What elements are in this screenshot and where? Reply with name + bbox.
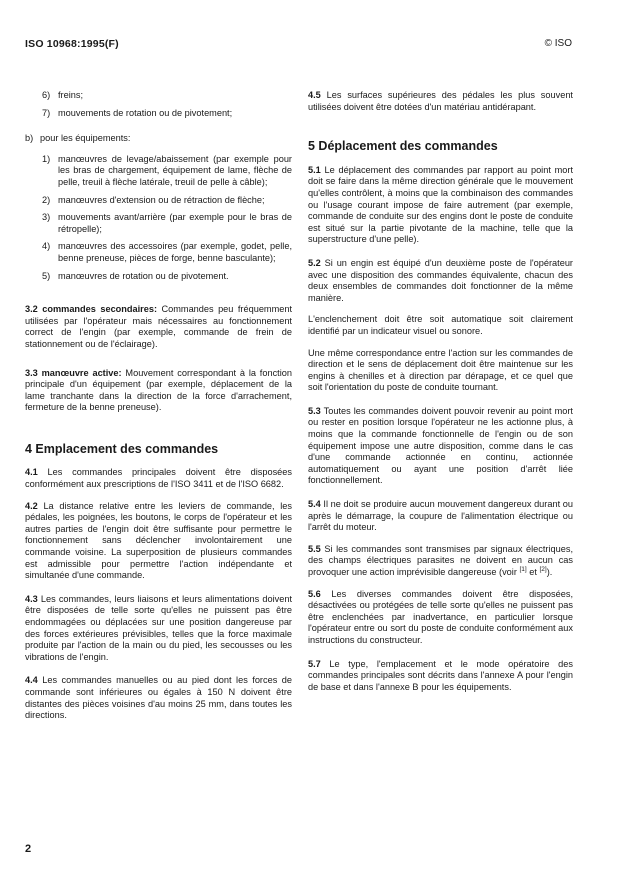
definition-3-3 [25,368,292,414]
list-item [25,154,292,189]
clause-number: 4.5 [308,90,321,100]
clause-4-4 [25,675,292,721]
document-header-publisher: © ISO [544,38,572,49]
list-item [25,212,292,235]
clause-5-7 [308,659,573,694]
clause-number: 5.1 [308,164,321,175]
clause-5-2 [308,258,573,304]
clause-number: 5.7 [308,658,321,669]
list-text: mouvements de rotation ou de pivotement; [58,107,233,118]
list-text: manœuvres de rotation ou de pivotement. [58,270,229,281]
list-text: pour les équipements: [40,133,131,144]
clause-text-mid: et [526,567,540,577]
clause-number: 3.3 [25,367,38,378]
list-text: freins; [58,90,84,100]
clause-number: 3.2 [25,304,38,315]
list-number: 5) [42,270,51,281]
list-number: 7) [42,107,51,118]
bibliography-ref-2: [2] [539,565,547,573]
clause-number: 5.4 [308,499,321,510]
clause-number: 5.5 [308,543,321,554]
bibliography-ref-1: [1] [519,565,527,573]
list-number: 4) [42,241,51,252]
clause-text: La distance relative entre les leviers de commande, les pédales, les poignées, les boutons, le corps de l'opérateur et les autres parties de l'engin doit être suffisante pour permettre le fonctionnement sans déclencher involontairement une commande voisine. La superposition de plusieurs commandes est admissible pour permettre l'action indépendante et simultanée d'une commande. [25,500,292,581]
clause-text: Toutes les commandes doivent pouvoir revenir au point mort ou rester en position lorsque l'opérateur ne les actionne plus, à moins que la commande fonctionnelle de l'engin ou de son équipement impose une autre disposition, comme dans le cas d'une commande actionnée en continu, actionnée automatiquement ou ayant une position d'arrêt liée fonctionnellement. [308,405,573,486]
clause-text: Le type, l'emplacement et le mode opératoire des commandes principales sont décrits dans l'annexe A pour l'engin de base et dans l'annexe B pour les équipements. [308,658,573,692]
clause-number: 5.6 [308,588,321,599]
list-item [25,271,292,283]
list-text: mouvements avant/arrière (par exemple pour le bras de rétropelle); [58,212,292,234]
list-item [25,241,292,264]
clause-text: Le déplacement des commandes par rapport au point mort doit se faire dans la même direction générale que le mouvement qu'elles contrôlent, à moins que la combinaison des commandes ou l'usage courant impose de faire autrement (par exemple, commande de conduite sur des engins dont le poste de conduite est situé sur la partie pivotante de la machine, telle que la superstructure d'une pelle). [308,164,573,245]
clause-number: 4.2 [25,500,38,511]
list-number: 6) [42,90,51,100]
clause-5-2-paragraph-3: Une même correspondance entre l'action sur les commandes de direction et le sens de déplacement doit être maintenue sur les engins à chenilles et à direction par dérapage, et ce quel que soit l'orientation du poste de conduite tournant. [308,347,573,393]
defined-term: manœuvre active: [41,367,122,378]
clause-text-end: ). [546,567,553,577]
clause-5-5 [308,544,573,579]
list-number: 3) [42,212,51,223]
list-item [25,108,292,120]
clause-5-6 [308,589,573,647]
list-item [25,90,292,102]
clause-text: Si un engin est équipé d'un deuxième poste de l'opérateur avec une disposition des commandes équivalente, chacun des deux ensembles de commandes doit fonctionner de la même manière. [308,257,573,303]
section-5-heading: 5 Déplacement des commandes [308,139,498,154]
clause-5-2-paragraph-2: L'enclenchement doit être soit automatique soit clairement identifié par un indicateur visuel ou sonore. [308,314,573,336]
page-number: 2 [25,843,32,855]
list-number: b) [25,133,34,144]
document-header-standard: ISO 10968:1995(F) [25,38,119,50]
clause-4-3 [25,594,292,664]
clause-5-4 [308,499,573,534]
clause-text: Les surfaces supérieures des pédales les plus souvent utilisées doivent être dotées d'un matériau antidérapant. [308,90,573,112]
clause-number: 5.2 [308,257,321,268]
right-column [308,90,573,703]
clause-text: Les commandes, leurs liaisons et leurs alimentations doivent être disposées de telle sorte qu'elles ne puissent pas être endommagées ou déplacées sur une position dangereuse par des forces extérieures prévisibles, telles que la force maximale produite par l'action de la main ou du pied, les secousses ou les vibrations de l'engin. [25,593,292,662]
defined-term: commandes secondaires: [42,304,158,315]
definition-3-2 [25,304,292,350]
clause-4-2 [25,501,292,582]
clause-text: Si les commandes sont transmises par signaux électriques, des champs électriques parasites ne doivent en aucun cas provoquer une action imprévisible dangereuse (voir [308,543,573,577]
clause-number: 4.3 [25,593,38,604]
list-item-b [25,133,292,145]
list-number: 2) [42,194,51,205]
clause-number: 4.4 [25,675,38,686]
left-column [25,90,292,732]
list-text: manœuvres des accessoires (par exemple, godet, pelle, benne preneuse, pièces de forge, benne basculante); [58,241,292,263]
clause-text: Les commandes principales doivent être disposées conformément aux prescriptions de l'ISO 3411 et de l'ISO 6682. [25,467,292,490]
definition-text: Commandes peu fréquemment utilisées par l'opérateur mais nécessaires au fonctionnement correct de l'engin (par exemple, commande de frein de stationnement ou de l'éclairage). [25,304,293,349]
clause-text: Il ne doit se produire aucun mouvement dangereux durant ou après le démarrage, la coupure de l'alimentation électrique ou l'arrêt du moteur. [308,499,573,533]
clause-number: 4.1 [25,467,38,478]
clause-number: 5.3 [308,405,321,416]
list-text: manœuvres de levage/abaissement (par exemple pour les bras de chargement, équipement de lame, flèche de pelle, treuil à flèche latérale, treuil de pelle à câble); [58,153,292,187]
clause-text: Les diverses commandes doivent être disposées, désactivées ou protégées de telle sorte qu'elles ne puissent pas être enclenchées par inadvertance, en particulier lorsque l'opérateur entre ou sort du poste de conduite conformément aux instructions du constructeur. [308,588,573,645]
list-number: 1) [42,153,51,164]
clause-5-3 [308,406,573,487]
list-item [25,195,292,207]
definition-text: Mouvement correspondant à la fonction principale d'un équipement (par exemple, déplacement de la lame tranchante dans la direction de la force d'arrachement, fermeture de la benne preneuse). [25,367,292,413]
clause-4-1 [25,467,292,490]
clause-4-5 [308,90,573,113]
clause-text: Les commandes manuelles ou au pied dont les forces de commande sont inférieures ou égales à 150 N doivent être distantes des pièces voisines d'au moins 25 mm, dans toutes les directions. [25,675,292,721]
section-4-heading: 4 Emplacement des commandes [25,441,219,456]
clause-5-1 [308,165,573,246]
list-text: manœuvres d'extension ou de rétraction de flèche; [58,194,265,205]
